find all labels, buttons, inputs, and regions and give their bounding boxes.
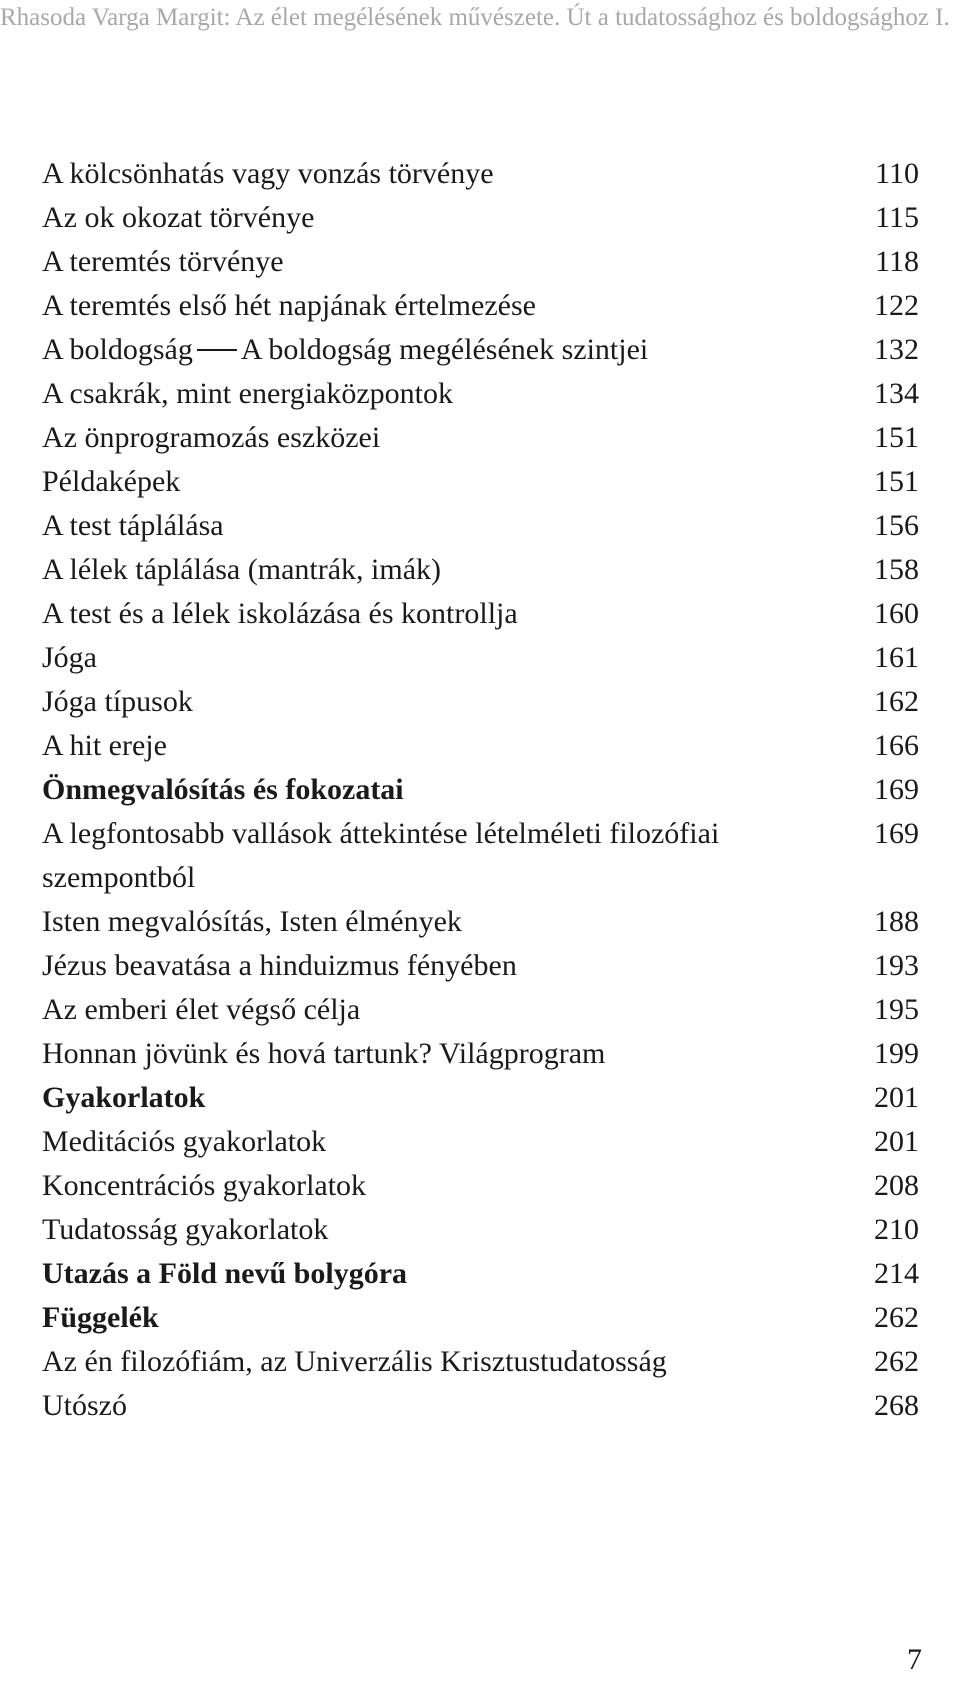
toc-entry-title: A teremtés törvénye <box>42 245 284 278</box>
toc-entry-page: 166 <box>874 729 919 762</box>
toc-entry-page: 214 <box>874 1257 919 1290</box>
toc-entry <box>42 416 919 460</box>
toc-entry <box>42 196 919 240</box>
toc-entry <box>42 328 919 372</box>
toc-entry <box>42 1340 919 1384</box>
toc-entry-title: Isten megvalósítás, Isten élmények <box>42 905 462 938</box>
toc-entry-page: 208 <box>874 1169 919 1202</box>
toc-entry <box>42 240 919 284</box>
toc-entry-title: A csakrák, mint energiaközpontok <box>42 377 454 410</box>
page-number: 7 <box>907 1643 922 1676</box>
toc-entry-title-part: A boldogság <box>42 333 193 366</box>
toc-entry-page: 210 <box>874 1213 919 1246</box>
toc-entry-page: 151 <box>874 465 919 498</box>
toc-entry <box>42 1384 919 1428</box>
toc-entry <box>42 988 919 1032</box>
toc-entry-page: 118 <box>875 245 919 278</box>
toc-entry <box>42 1032 919 1076</box>
toc-entry-page: 262 <box>874 1345 919 1378</box>
toc-section-title: Függelék <box>42 1301 159 1334</box>
toc-entry-title: Meditációs gyakorlatok <box>42 1125 327 1158</box>
toc-entry-title: Koncentrációs gyakorlatok <box>42 1169 367 1202</box>
toc-entry <box>42 636 919 680</box>
toc-entry-title: Utószó <box>42 1389 127 1422</box>
toc-entry <box>42 724 919 768</box>
toc-entry-title: Példaképek <box>42 465 181 498</box>
toc-entry-page: 156 <box>874 509 919 542</box>
toc-entry-title: Az önprogramozás eszközei <box>42 421 381 454</box>
toc-entry-title: A test táplálása <box>42 509 224 542</box>
toc-entry-title: Jézus beavatása a hinduizmus fényében <box>42 949 517 982</box>
toc-entry-page: 201 <box>874 1081 919 1114</box>
toc-entry-page: 162 <box>874 685 919 718</box>
toc-entry-title: Jóga <box>42 641 97 674</box>
toc-entry <box>42 372 919 416</box>
toc-entry-page: 122 <box>874 289 919 322</box>
toc-entry-page: 195 <box>874 993 919 1026</box>
toc-entry <box>42 1076 919 1120</box>
toc-entry-page: 169 <box>874 817 919 850</box>
toc-entry <box>42 944 919 988</box>
toc-entry-title: Jóga típusok <box>42 685 193 718</box>
toc-entry <box>42 284 919 328</box>
dash-separator <box>197 349 237 351</box>
toc-entry <box>42 592 919 636</box>
toc-entry-page: 188 <box>874 905 919 938</box>
toc-entry-page: 160 <box>874 597 919 630</box>
toc-entry-page: 158 <box>874 553 919 586</box>
toc-entry-page: 110 <box>875 157 919 190</box>
toc-entry-title: Az emberi élet végső célja <box>42 993 361 1026</box>
toc-entry-page: 134 <box>874 377 919 410</box>
toc-entry-page: 151 <box>874 421 919 454</box>
toc-entry-page: 115 <box>875 201 919 234</box>
toc-entry <box>42 680 919 724</box>
toc-entry-page: 262 <box>874 1301 919 1334</box>
toc-entry-title: A lélek táplálása (mantrák, imák) <box>42 553 442 586</box>
table-of-contents <box>42 152 919 1428</box>
toc-entry-page: 201 <box>874 1125 919 1158</box>
toc-entry-title: Az én filozófiám, az Univerzális Krisztustudatosság <box>42 1345 667 1378</box>
toc-entry <box>42 548 919 592</box>
toc-entry-page: 199 <box>874 1037 919 1070</box>
toc-entry <box>42 1164 919 1208</box>
toc-entry-page: 161 <box>874 641 919 674</box>
toc-entry-title: A kölcsönhatás vagy vonzás törvénye <box>42 157 494 190</box>
toc-entry <box>42 504 919 548</box>
running-header: Rhasoda Varga Margit: Az élet megélésének művészete. Út a tudatossághoz és boldogsághoz I. <box>0 4 950 31</box>
toc-entry-title <box>42 328 782 372</box>
toc-entry-title: A test és a lélek iskolázása és kontrollja <box>42 597 518 630</box>
toc-entry-page: 268 <box>874 1389 919 1422</box>
toc-entry-page: 132 <box>874 333 919 366</box>
toc-entry-page: 169 <box>874 773 919 806</box>
toc-entry <box>42 1252 919 1296</box>
toc-entry <box>42 1296 919 1340</box>
toc-entry <box>42 1208 919 1252</box>
toc-entry <box>42 812 919 900</box>
toc-entry-page: 193 <box>874 949 919 982</box>
toc-section-title: Utazás a Föld nevű bolygóra <box>42 1257 408 1290</box>
toc-entry-title: A hit ereje <box>42 729 167 762</box>
toc-entry <box>42 900 919 944</box>
toc-entry-title: Honnan jövünk és hová tartunk? Világprogram <box>42 1037 606 1070</box>
toc-entry-title: A teremtés első hét napjának értelmezése <box>42 289 536 322</box>
toc-entry-title: Tudatosság gyakorlatok <box>42 1213 329 1246</box>
toc-entry <box>42 768 919 812</box>
toc-entry-title: Az ok okozat törvénye <box>42 201 315 234</box>
toc-entry-title-part: A boldogság megélésének szintjei <box>240 333 649 366</box>
toc-entry <box>42 1120 919 1164</box>
toc-entry-title: A legfontosabb vallások áttekintése lételméleti filozófiai szempontból <box>42 817 720 894</box>
toc-entry <box>42 460 919 504</box>
toc-entry <box>42 152 919 196</box>
toc-section-title: Gyakorlatok <box>42 1081 206 1114</box>
toc-section-title: Önmegvalósítás és fokozatai <box>42 773 404 806</box>
